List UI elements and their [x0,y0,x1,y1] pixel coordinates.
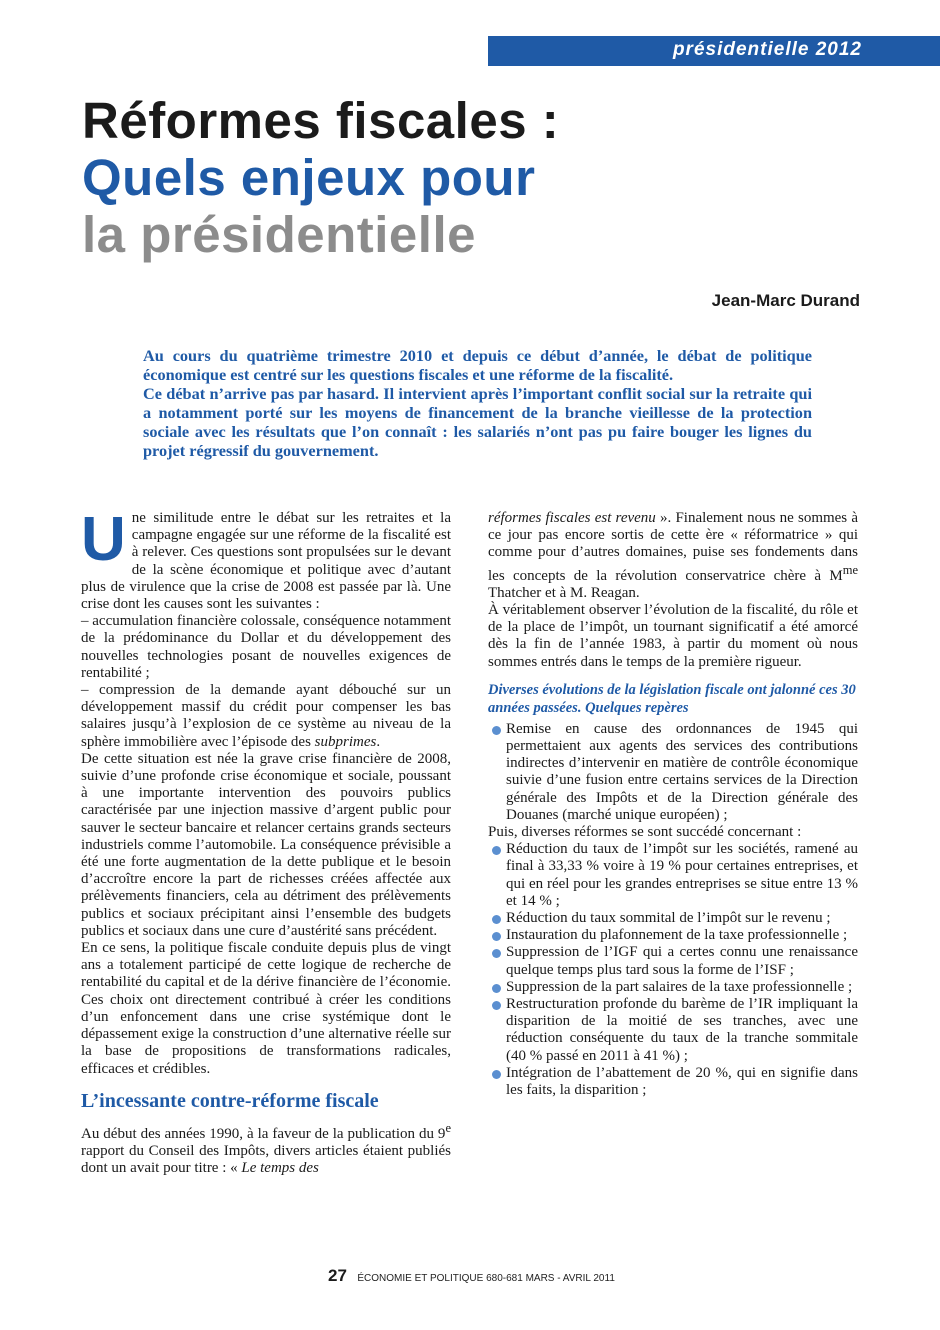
list-item: Restructuration profonde du barème de l’IR impliquant la disparition de la moitié de ses tranches, avec une réduction conséquente du taux de la tranche sommitale (40 % passé en 2011 à 41 %) ; [488,996,858,1065]
body-paragraph: À véritablement observer l’évolution de la fiscalité, du rôle et de la place de l’impôt, un tournant significatif a été amorcé dès la fin de l’année 1983, à partir du moment où nous sommes entrés dans le temps de la première rigueur. [488,602,858,670]
list-item: Suppression de l’IGF qui a certes connu une renaissance quelque temps plus tard sous la forme de l’ISF ; [488,944,858,978]
list-item: Remise en cause des ordonnances de 1945 qui permettaient aux agents des services des contributions indirectes d’intervenir en matière de contrôle économique suivie d’une fusion entre certains services de la Direction générale des Impôts et de la Direction générale des Douanes (marché unique européen) ; [488,721,858,824]
magazine-issue: ÉCONOMIE ET POLITIQUE 680-681 MARS - AVRIL 2011 [357,1273,615,1284]
section-banner-label: présidentielle 2012 [672,39,862,60]
lead-paragraph [143,346,812,460]
body-paragraph: réformes fiscales est revenu ». Finalement nous ne sommes à ce jour pas encore sortis de cette ère « réformatrice » qui comme pour d’autres domaines, puise ses fondements dans les concepts de la révolution conservatrice chère à $M^{me}$ Thatcher et à M. Reagan. [488,510,858,601]
column-right [488,510,858,1099]
drop-cap: U [81,505,126,574]
list-heading: Diverses évolutions de la législation fiscale ont jalonné ces 30 années passées. Quelques repères [488,681,856,716]
section-banner [488,36,940,66]
lead-p1: Au cours du quatrième trimestre 2010 et depuis ce début d’année, le débat de politique économique est centré sur les questions fiscales et une réforme de la fiscalité. [143,346,812,384]
page-number: 27 [328,1266,347,1285]
body-paragraph: Puis, diverses réformes se sont succédé concernant : [488,824,802,841]
cause-item-2: – compression de la demande ayant débouché sur un développement massif du crédit pour compenser les bas salaires jusqu’à l’explosion de ce système au niveau de la sphère immobilière avec l’épisode des subprimes. [81,682,451,750]
column-left [81,505,451,1177]
section-heading: L’incessante contre-réforme fiscale [81,1089,379,1112]
intro-paragraph: Une similitude entre le débat sur les retraites et la campagne engagée sur une réforme de la fiscalité est à relever. Ces questions sont propulsées sur le devant de la scène économique et politique avec d’autant plus de virulence que la crise de 2008 est passée par là. Une crise dont les causes sont les suivantes : [81,505,451,613]
body-paragraph: De cette situation est née la grave crise financière de 2008, suivie d’une profonde crise économique et sociale, poussant à une importante intervention des pouvoirs publics caractérisée par une injection massive d’argent public pour sauver le secteur bancaire et relancer certains grands secteurs industriels comme l’automobile. La conséquence prévisible a été une forte augmentation de la dette publique et le besoin d’accroître encore la part de richesses créées affectée aux prélèvements financiers, cela au détriment des prélèvements publics et sociaux précipitant ainsi l’ensemble des budgets publics et sociaux dans une cure d’austérité sans précédent. [81,750,451,939]
lead-p2: Ce débat n’arrive pas par hasard. Il intervient après l’important conflit social sur la retraite qui a notamment porté sur les moyens de financement de la branche vieillesse de la protection sociale avec les résultats que l’on connaît : les salariés n’ont pas pu faire bouger les lignes du projet régressif du gouvernement. [143,384,812,460]
list-item: Suppression de la part salaires de la taxe professionnelle ; [488,979,858,996]
list-item: Intégration de l’abattement de 20 %, qui en signifie dans les faits, la disparition ; [488,1065,858,1099]
title-line-2: Quels enjeux pour [82,149,536,206]
list-item: Réduction du taux de l’impôt sur les sociétés, ramené au final à 33,33 % voire à 19 % pour certaines entreprises, et qui en réel pour les grandes entreprises se situe entre 13 % et 14 % ; [488,841,858,910]
cause-item-1: – accumulation financière colossale, conséquence notamment de la prédominance du Dollar et du développement des nouvelles technologies posant de nouvelles exigences de rentabilité ; [81,613,451,681]
page-footer [328,1266,615,1286]
body-paragraph: En ce sens, la politique fiscale conduite depuis plus de vingt ans a totalement participé de cette logique de recherche de rentabilité du capital et de la dérive financière de l’économie. Ces choix ont directement contribué à créer les conditions d’un enfoncement dans une crise systémique dont le dépassement exige la construction d’une alternative réelle sur la base de propositions de transformations radicales, efficaces et crédibles. [81,940,451,1077]
article-title [82,92,559,263]
body-paragraph: Au début des années 1990, à la faveur de la publication du 9e rapport du Conseil des Impôts, divers articles étaient publiés dont un avait pour titre : « Le temps des [81,1120,451,1177]
list-item: Instauration du plafonnement de la taxe professionnelle ; [488,927,858,944]
list-item: Réduction du taux sommital de l’impôt sur le revenu ; [488,910,858,927]
title-line-1: Réformes fiscales : [82,92,560,149]
author-name: Jean-Marc Durand [711,291,860,310]
title-line-3: la présidentielle [82,206,476,263]
